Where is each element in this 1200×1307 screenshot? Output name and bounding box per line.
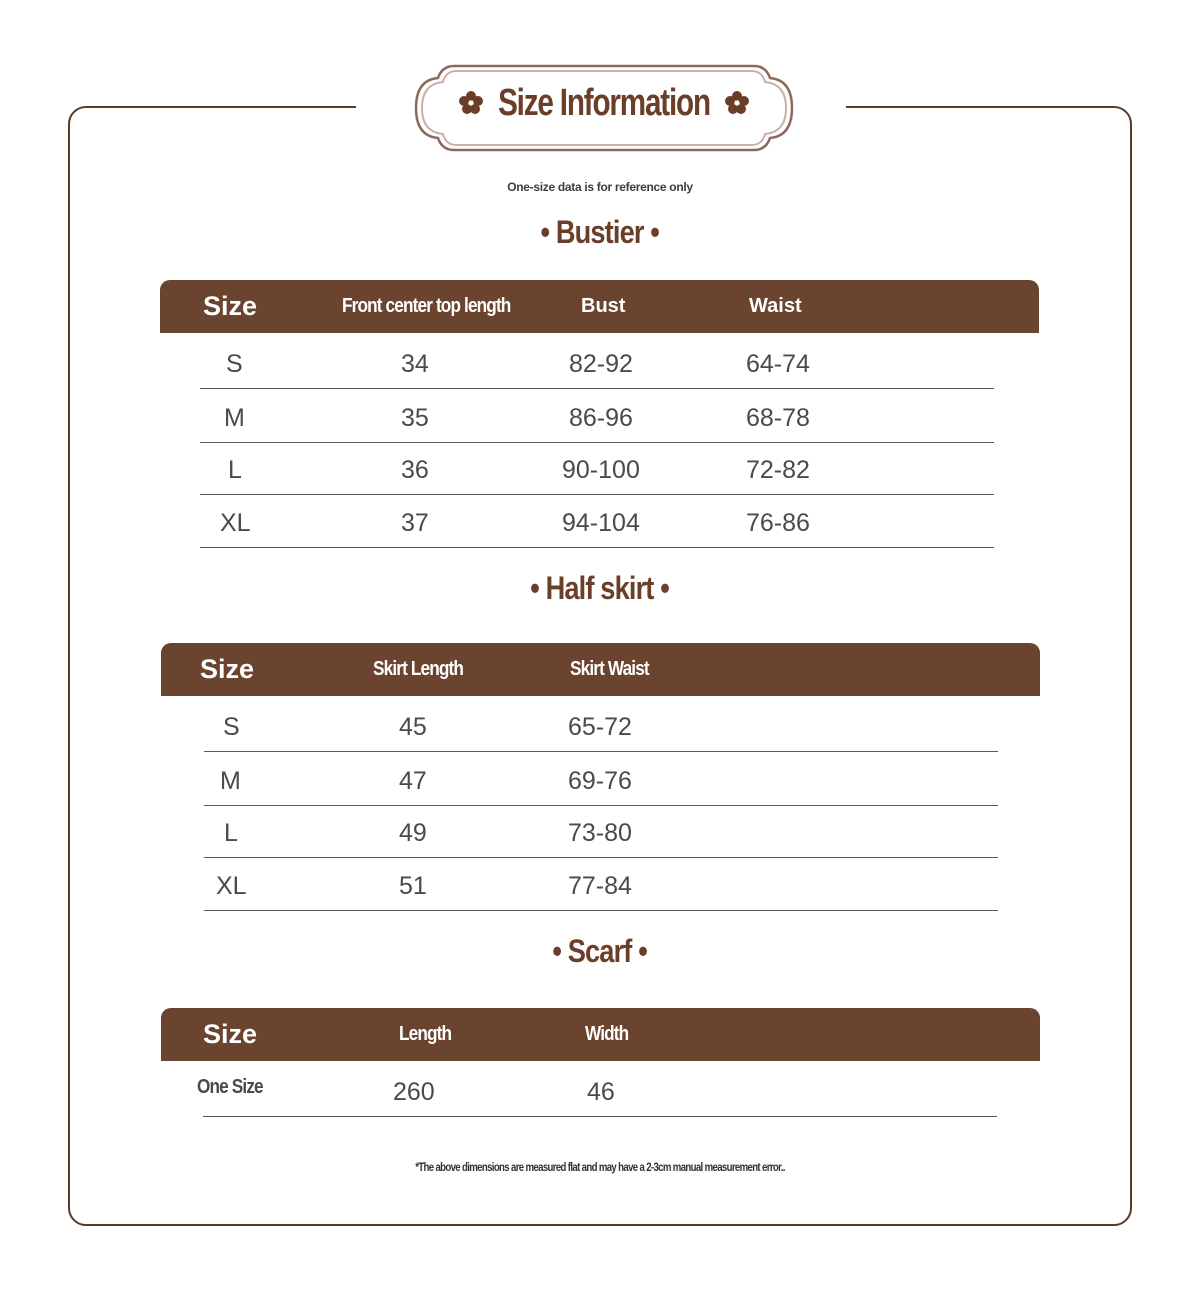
table-row <box>200 495 994 548</box>
flower-icon <box>724 90 750 116</box>
table-row <box>204 805 998 858</box>
cell-value: 73-80 <box>568 819 632 847</box>
cell-value: 37 <box>401 509 429 537</box>
cell-value: 49 <box>399 819 427 847</box>
section-title-bustier: • Bustier • <box>540 214 660 250</box>
header-cell: Length <box>399 1023 452 1045</box>
cell-value: 82-92 <box>569 350 633 378</box>
header-cell: Skirt Length <box>373 658 464 680</box>
table-row <box>204 753 998 806</box>
cell-value: 34 <box>401 350 429 378</box>
cell-size: XL <box>216 872 247 900</box>
cell-value: 35 <box>401 404 429 432</box>
cell-size: L <box>228 456 242 484</box>
cell-value: 260 <box>393 1078 435 1106</box>
cell-value: 46 <box>587 1078 615 1106</box>
cell-value: 69-76 <box>568 767 632 795</box>
table-row <box>200 442 994 495</box>
section-title-scarf: • Scarf • <box>552 933 648 969</box>
table-row <box>204 858 998 911</box>
cell-value: 36 <box>401 456 429 484</box>
half-skirt-table-header <box>161 643 1040 696</box>
cell-value: 64-74 <box>746 350 810 378</box>
header-cell: Size <box>200 654 255 684</box>
header-cell: Size <box>203 291 258 321</box>
cell-value: 77-84 <box>568 872 632 900</box>
table-row <box>200 390 994 443</box>
header-cell: Skirt Waist <box>570 658 649 680</box>
title-badge <box>414 60 794 156</box>
cell-value: 76-86 <box>746 509 810 537</box>
cell-value: 45 <box>399 713 427 741</box>
table-row <box>197 1064 997 1117</box>
bustier-table-header <box>160 280 1039 333</box>
cell-value: 68-78 <box>746 404 810 432</box>
header-cell: Front center top length <box>342 295 511 317</box>
header-cell: Bust <box>581 295 626 317</box>
section-title-half-skirt: • Half skirt • <box>530 570 670 606</box>
header-cell: Size <box>203 1019 258 1049</box>
cell-value: 94-104 <box>562 509 640 537</box>
cell-value: 90-100 <box>562 456 640 484</box>
footnote: *The above dimensions are measured flat and may have a 2-3cm manual measurement error.. <box>415 1160 785 1174</box>
cell-value: 72-82 <box>746 456 810 484</box>
cell-size: M <box>220 767 241 795</box>
cell-size: L <box>224 819 238 847</box>
cell-size: XL <box>220 509 251 537</box>
cell-size: One Size <box>197 1076 263 1098</box>
cell-size: S <box>226 350 243 378</box>
table-row <box>204 699 998 752</box>
cell-value: 47 <box>399 767 427 795</box>
page-title: Size Information <box>498 82 710 124</box>
cell-value: 65-72 <box>568 713 632 741</box>
table-row <box>200 336 994 389</box>
cell-value: 51 <box>399 872 427 900</box>
header-cell: Waist <box>749 295 802 317</box>
header-cell: Width <box>585 1023 629 1045</box>
cell-size: S <box>223 713 240 741</box>
cell-size: M <box>224 404 245 432</box>
scarf-table-header <box>161 1008 1040 1061</box>
cell-value: 86-96 <box>569 404 633 432</box>
subtitle: One-size data is for reference only <box>507 180 693 194</box>
